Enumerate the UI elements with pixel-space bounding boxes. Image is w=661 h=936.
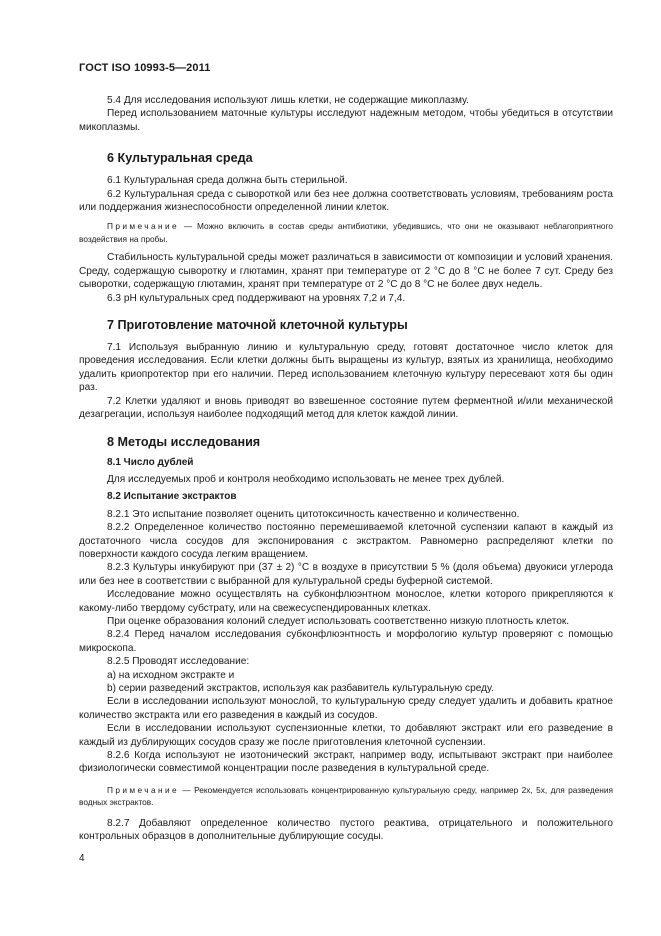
paragraph-8-2-3-colonies: При оценке образования колоний следует использовать соответственно низкую плотность клеток. bbox=[107, 615, 570, 627]
page-number: 4 bbox=[79, 853, 85, 864]
subsection-8-1-heading: 8.1 Число дублей bbox=[107, 456, 194, 468]
note-1 bbox=[79, 220, 613, 245]
list-item-b: b) серии разведений экстрактов, используя как разбавитель культуральную среду. bbox=[107, 683, 494, 694]
document-header: ГОСТ ISO 10993-5—2011 bbox=[79, 62, 211, 74]
subsection-8-2-heading: 8.2 Испытание экстрактов bbox=[107, 491, 237, 503]
paragraph-8-2-5-monolayer: Если в исследовании используют монослой, то культуральную среду следует удалить и добавить кратное количество экстракта или его разведения в каждый из сосудов. bbox=[79, 696, 613, 721]
note-2-text: — Рекомендуется использовать концентрированную культуральную среду, например 2х, 5х, для разведения водных экстрактов. bbox=[79, 784, 613, 808]
paragraph-6-2: 6.2 Культуральная среда с сывороткой или без нее должна соответствовать условиям, требованиям роста или поддержания жизнеспособности определенной линии клеток. bbox=[79, 188, 613, 214]
paragraph-8-2-2: 8.2.2 Определенное количество постоянно перемешиваемой клеточной суспензии капают в каждый из достаточного числа сосудов для экспонирования с экстрактом. Равномерно распределяют клетки по поверхности каждого сосуда легким вращением. bbox=[79, 522, 613, 560]
document-page bbox=[79, 62, 613, 844]
paragraph-6-stability: Стабильность культуральной среды может различаться в зависимости от композиции и условий хранения. Среду, содержащую сыворотку и глютамин, хранят при температуре от 2 °С до 8 °С не более 7 сут. Среду без сыворотки, содержащую глютамин, хранят при температуре от 2 °С до 8 °С не более двух недель. bbox=[79, 252, 613, 291]
paragraph-8-2-1: 8.2.1 Это испытание позволяет оценить цитотоксичность качественно и количественно. bbox=[107, 508, 520, 520]
paragraph-8-2-5-suspension: Если в исследовании используют суспензионные клетки, то добавляют экстракт или его разведение в каждый из дублирующих сосудов сразу же после приготовления клеточной суспензии. bbox=[79, 723, 613, 748]
note-1-label: Примечание bbox=[107, 221, 180, 232]
paragraph-8-2-3-continued: Исследование можно осуществлять на субконфлюэнтном монослое, клетки которого прикрепляются к какому-либо твердому субстрату, или на свежесуспендированных клетках. bbox=[79, 589, 613, 614]
paragraph-8-2-4: 8.2.4 Перед началом исследования субконфлюэнтность и морфологию культур проверяют с помощью микроскопа. bbox=[79, 629, 613, 654]
paragraph-7-2: 7.2 Клетки удаляют и вновь приводят во взвешенное состояние путем ферментной и/или механической дезагрегации, используя наиболее подходящий метод для клеток каждой линии. bbox=[79, 395, 613, 421]
paragraph-6-3: 6.3 pH культуральных сред поддерживают на уровнях 7,2 и 7,4. bbox=[107, 292, 406, 304]
paragraph-8-2-7: 8.2.7 Добавляют определенное количество пустого реактива, отрицательного и положительного контрольных образцов в дополнительные дублирующие сосуды. bbox=[79, 817, 613, 843]
paragraph-5-4-continued: Перед использованием маточные культуры исследуют надежным методом, чтобы убедиться в отсутствии микоплазмы. bbox=[79, 108, 613, 133]
paragraph-8-2-6: 8.2.6 Когда используют не изотонический экстракт, например воду, испытывают экстракт при наиболее физиологически совместимой концентрации после разведения в культуральной среде. bbox=[79, 750, 613, 775]
paragraph-5-4: 5.4 Для исследования используют лишь клетки, не содержащие микоплазму. bbox=[107, 95, 469, 106]
section-7-heading: 7 Приготовление маточной клеточной культуры bbox=[107, 318, 408, 333]
paragraph-6-1: 6.1 Культуральная среда должна быть стерильной. bbox=[107, 175, 348, 187]
note-2-label: Примечание bbox=[107, 784, 180, 795]
paragraph-8-1: Для исследуемых проб и контроля необходимо использовать не менее трех дублей. bbox=[107, 473, 505, 485]
paragraph-8-2-3: 8.2.3 Культуры инкубируют при (37 ± 2) °С в воздухе в присутствии 5 % (доля объема) двуокиси углерода или без нее в соответствии с выбранной для культуральной среды буферной системой. bbox=[79, 562, 613, 587]
paragraph-8-2-5: 8.2.5 Проводят исследование: bbox=[107, 656, 250, 668]
note-2 bbox=[79, 784, 613, 809]
paragraph-7-1: 7.1 Используя выбранную линию и культуральную среду, готовят достаточное число клеток для проведения исследования. Если клетки должны быть выращены из культур, взятых из хранилища, необходимо удалить криопротектор при его наличии. Перед использованием клеточную культуру пересевают хотя бы один раз. bbox=[79, 342, 613, 394]
note-1-text: — Можно включить в состав среды антибиотики, убедившись, что они не оказывают неблагоприятного воздействия на пробы. bbox=[79, 221, 613, 244]
section-8-heading: 8 Методы исследования bbox=[107, 434, 261, 449]
section-6-heading: 6 Культуральная среда bbox=[107, 151, 253, 166]
list-item-a: a) на исходном экстракте и bbox=[107, 669, 235, 681]
